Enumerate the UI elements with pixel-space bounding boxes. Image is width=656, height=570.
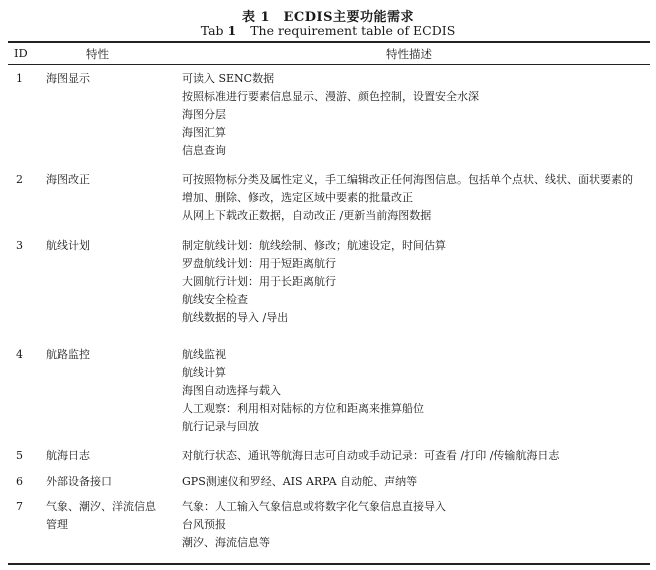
row-3-desc-line: 航线安全检查: [182, 293, 248, 306]
row-1-desc-line: 按照标准进行要素信息显示、漫游、颜色控制，设置安全水深: [182, 90, 479, 103]
row-5-feature: 航海日志: [46, 449, 90, 462]
caption-en-text: The requirement table of ECDIS: [250, 23, 456, 38]
row-1-desc-line: 可读入 SENC数据: [182, 72, 275, 85]
row-7-desc-line: 气象：人工输入气象信息或将数字化气象信息直接导入: [182, 500, 446, 513]
row-2-desc-line: 可按照物标分类及属性定义，手工编辑改正任何海图信息。包括单个点状、线状、面状要素的增加、删除、修改，选定区域中要素的批量改正: [182, 173, 633, 204]
row-6-description: [182, 473, 642, 491]
row-1-feature: 海图显示: [46, 72, 90, 85]
table-bottom-rule: [8, 563, 650, 565]
caption-en-number: 1: [227, 23, 237, 38]
row-7-desc-line: 潮汐、海流信息等: [182, 536, 270, 549]
row-4-feature: 航路监控: [46, 348, 90, 361]
row-2-description: [182, 171, 642, 225]
row-5-desc-line: 对航行状态、通讯等航海日志可自动或手动记录：可查看 /打印 /传输航海日志: [182, 449, 560, 462]
row-7-id: 7: [16, 500, 23, 513]
row-2-feature: 海图改正: [46, 173, 90, 186]
row-6-desc-line: GPS测速仪和罗经、AIS ARPA 自动舵、声纳等: [182, 475, 418, 488]
header-id: ID: [14, 46, 28, 60]
row-2-desc-line: 从网上下载改正数据，自动改正 /更新当前海图数据: [182, 209, 432, 222]
table-caption-en: [0, 23, 656, 38]
row-1-description: [182, 70, 642, 160]
row-1-id: 1: [16, 72, 23, 85]
row-2-id: 2: [16, 173, 23, 186]
row-4-desc-line: 海图自动选择与载入: [182, 384, 281, 397]
row-4-id: 4: [16, 348, 23, 361]
row-4-desc-line: 航线监视: [182, 348, 226, 361]
row-3-desc-line: 制定航线计划：航线绘制、修改；航速设定，时间估算: [182, 239, 446, 252]
row-3-feature: 航线计划: [46, 239, 90, 252]
row-5-description: [182, 447, 642, 465]
row-1-desc-line: 海图汇算: [182, 126, 226, 139]
header-description: 特性描述: [386, 47, 432, 61]
row-3-description: [182, 237, 642, 327]
row-4-description: [182, 346, 642, 436]
row-4-desc-line: 人工观察：利用相对陆标的方位和距离来推算船位: [182, 402, 424, 415]
table-caption-cn: 表 1 ECDIS主要功能需求: [241, 10, 415, 25]
row-3-id: 3: [16, 239, 23, 252]
row-5-id: 5: [16, 449, 23, 462]
row-1-desc-line: 海图分层: [182, 108, 226, 121]
table-top-rule: [8, 41, 650, 43]
header-feature: 特性: [86, 47, 109, 61]
row-4-desc-line: 航行记录与回放: [182, 420, 259, 433]
caption-en-label: Tab: [200, 23, 224, 38]
row-1-desc-line: 信息查询: [182, 144, 226, 157]
row-4-desc-line: 航线计算: [182, 366, 226, 379]
row-3-desc-line: 航线数据的导入 /导出: [182, 311, 289, 324]
row-6-feature: 外部设备接口: [46, 475, 112, 488]
row-7-feature: 气象、潮汐、洋流信息管理: [46, 500, 156, 531]
row-7-desc-line: 台风预报: [182, 518, 226, 531]
row-6-id: 6: [16, 475, 23, 488]
table-header-rule: [8, 64, 650, 65]
row-3-desc-line: 罗盘航线计划：用于短距离航行: [182, 257, 336, 270]
row-7-description: [182, 498, 642, 552]
row-3-desc-line: 大圆航行计划：用于长距离航行: [182, 275, 336, 288]
